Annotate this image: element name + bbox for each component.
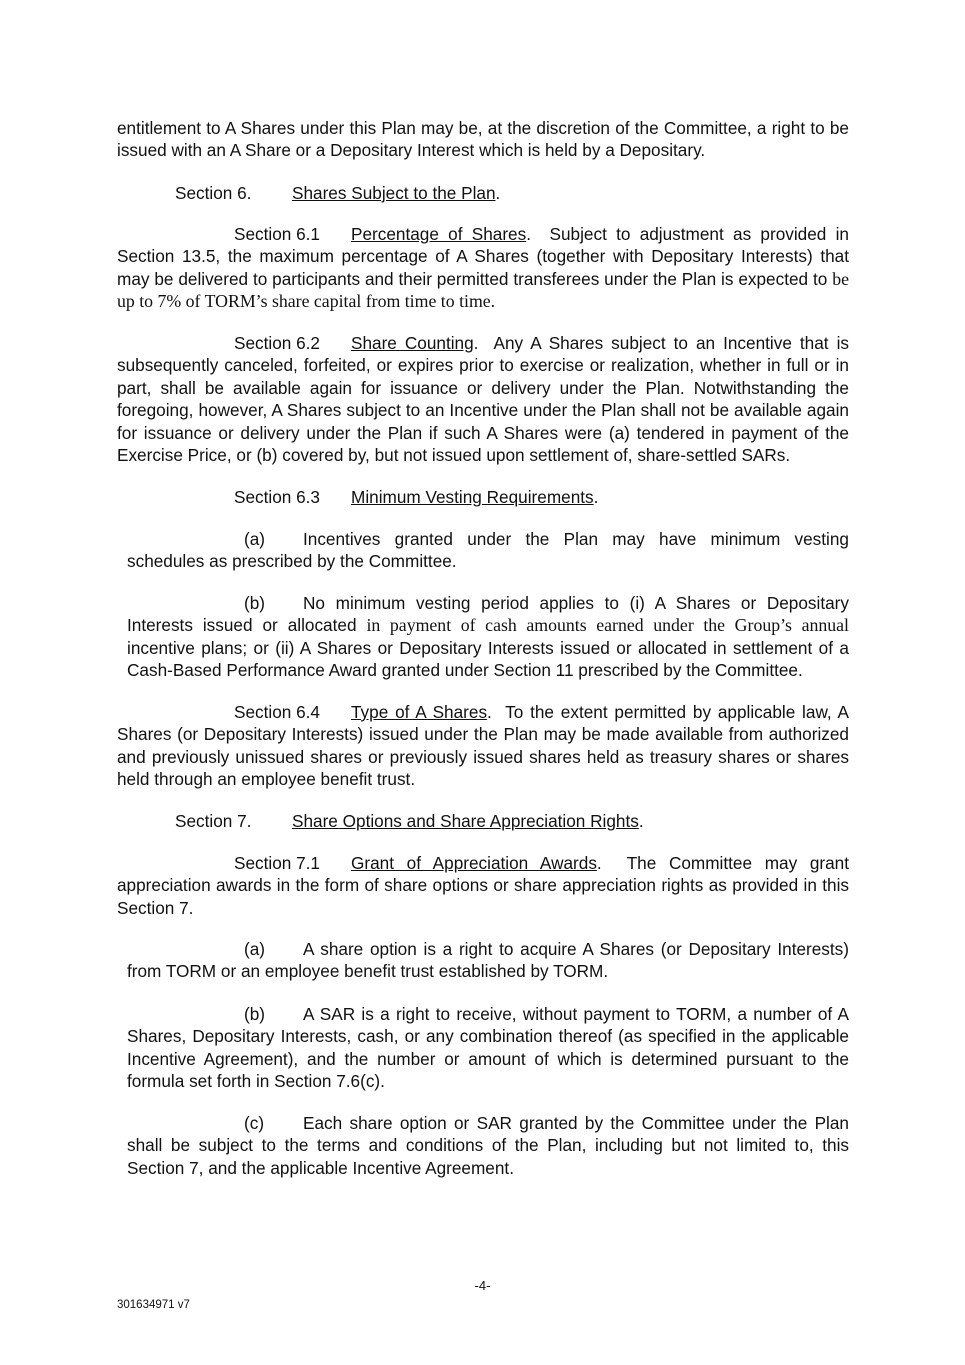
section-title: Grant of Appreciation Awards <box>351 853 597 873</box>
section-6-2: Section 6.2 Share Counting. Any A Shares subject to an Incentive that is subsequently canceled, forfeited, or expires prior to exercise or realization, whether in full or in part, shall be available again for issuance or delivery under the Plan. Notwithstanding the foregoing, however, A Shares subject to an Incentive under the Plan shall not be available again for issuance or delivery under the Plan if such A Shares were (a) tendered in payment of the Exercise Price, or (b) covered by, but not issued upon settlement of, share-settled SARs. <box>117 333 849 466</box>
section-text: Any A Shares subject to an Incentive that is subsequently canceled, forfeited, or expires prior to exercise or realization, whether in full or in part, shall be available again for issuance or delivery under the Plan. Notwithstanding the foregoing, however, A Shares subject to an Incentive under the Plan shall not be available again for issuance or delivery under the Plan if such A Shares were (a) tendered in payment of the Exercise Price, or (b) covered by, but not issued upon settlement of, share-settled SARs. <box>117 333 849 466</box>
intro-paragraph: entitlement to A Shares under this Plan may be, at the discretion of the Committee, a right to be issued with an A Share or a Depositary Interest which is held by a Depositary. <box>117 118 849 161</box>
item-text: incentive plans; or (ii) A Shares or Depositary Interests issued or allocated in settlement of a Cash-Based Performance Award granted under Section 11 prescribed by the Committee. <box>127 637 849 681</box>
section-text: The Committee may grant appreciation awards in the form of share options or share appreciation rights as provided in this Section 7. <box>117 853 849 918</box>
item-label: (b) <box>244 1004 266 1024</box>
section-6-1: Section 6.1 Percentage of Shares. Subject to adjustment as provided in Section 13.5, the maximum percentage of A Shares (together with Depositary Interests) that may be delivered to participants and their permitted transferees under the Plan is expected to be up to 7% of TORM’s share capital from time to time. <box>117 224 849 312</box>
section-title: Shares Subject to the Plan <box>292 183 496 203</box>
section-6-3-a <box>127 528 849 573</box>
section-number: Section 7. <box>175 811 252 831</box>
section-7-1-a <box>127 938 849 983</box>
section-7-1-c <box>127 1112 849 1179</box>
section-text: To the extent permitted by applicable law, A Shares (or Depositary Interests) issued under the Plan may be made available from authorized and previously unissued shares or previously issued shares held as treasury shares or shares held through an employee benefit trust. <box>117 702 850 790</box>
section-7-1: Section 7.1 Grant of Appreciation Awards. The Committee may grant appreciation awards in the form of share options or share appreciation rights as provided in this Section 7. <box>117 853 849 918</box>
section-title: Type of A Shares <box>351 702 488 722</box>
section-6-3-b <box>127 592 849 682</box>
section-number: Section 7.1 <box>234 853 320 873</box>
item-text: A SAR is a right to receive, without payment to TORM, a number of A Shares, Depositary Interests, cash, or any combination thereof (as specified in the applicable Incentive Agreement), and the number or amount of which is determined pursuant to the formula set forth in Section 7.6(c). <box>127 1004 849 1092</box>
document-id: 301634971 v7 <box>117 1299 190 1311</box>
section-number: Section 6. <box>175 183 252 203</box>
section-number: Section 6.1 <box>234 224 320 244</box>
section-title: Minimum Vesting Requirements <box>351 487 594 507</box>
item-text-serif: in payment of cash amounts earned under the Group’s annual <box>366 615 849 636</box>
item-label: (a) <box>244 529 266 549</box>
item-label: (c) <box>244 1113 265 1133</box>
section-6-heading: Section 6. Shares Subject to the Plan. <box>175 183 501 203</box>
item-label: (b) <box>244 593 266 613</box>
item-text: Each share option or SAR granted by the Committee under the Plan shall be subject to the terms and conditions of the Plan, including but not limited to, this Section 7, and the applicable Incentive Agreement. <box>127 1113 849 1178</box>
section-title: Percentage of Shares <box>351 224 527 244</box>
section-6-3-heading: Section 6.3 Minimum Vesting Requirements. <box>234 487 599 507</box>
section-6-4: Section 6.4 Type of A Shares. To the extent permitted by applicable law, A Shares (or Depositary Interests) issued under the Plan may be made available from authorized and previously unissued shares or previously issued shares held as treasury shares or shares held through an employee benefit trust. <box>117 702 850 790</box>
section-text-serif: be up to 7% of TORM’s share capital from time to time. <box>117 268 849 312</box>
section-title: Share Options and Share Appreciation Rights <box>292 811 639 831</box>
item-text: A share option is a right to acquire A Shares (or Depositary Interests) from TORM or an employee benefit trust established by TORM. <box>127 939 849 982</box>
section-title: Share Counting <box>351 333 474 353</box>
section-number: Section 6.3 <box>234 487 320 507</box>
item-text: Incentives granted under the Plan may have minimum vesting schedules as prescribed by the Committee. <box>127 529 849 572</box>
item-label: (a) <box>244 939 266 959</box>
page-number: -4- <box>474 1278 491 1293</box>
item-text: No minimum vesting period applies to (i) A Shares or Depositary Interests issued or allocated <box>127 593 849 636</box>
section-text: Subject to adjustment as provided in Section 13.5, the maximum percentage of A Shares (together with Depositary Interests) that may be delivered to participants and their permitted transferees under the Plan is expected to <box>117 224 849 289</box>
section-7-heading: Section 7. Share Options and Share Appreciation Rights. <box>175 811 644 831</box>
section-number: Section 6.2 <box>234 333 320 353</box>
section-number: Section 6.4 <box>234 702 320 722</box>
section-7-1-b <box>127 1003 849 1093</box>
